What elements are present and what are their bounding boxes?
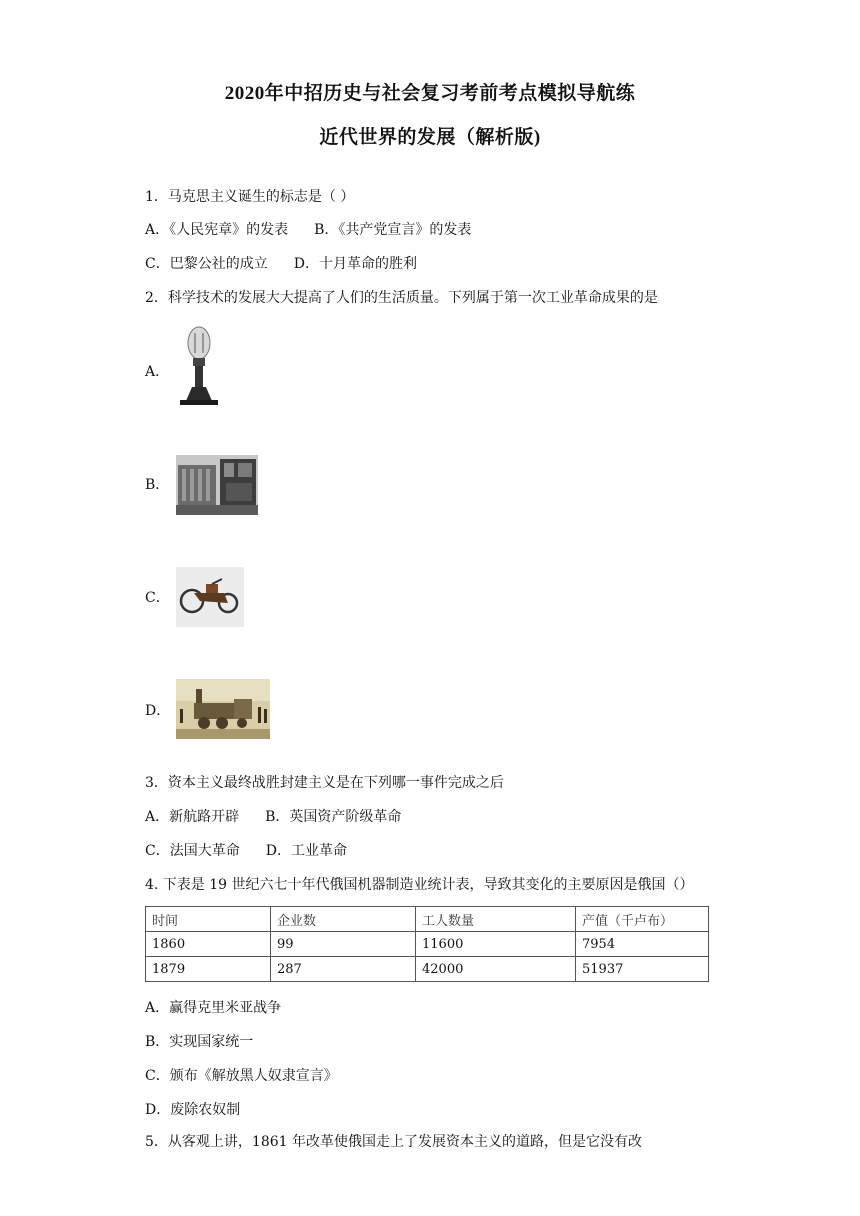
question-1-stem: 1．马克思主义诞生的标志是（ ） — [145, 189, 355, 205]
question-3-option-b[interactable]: B．英国资产阶级革命 — [265, 809, 402, 825]
question-3-option-c[interactable]: C．法国大革命 — [145, 843, 240, 859]
table-header-cell: 企业数 — [271, 907, 416, 932]
table-row — [146, 957, 709, 982]
early-automobile-image — [176, 567, 244, 627]
light-bulb-image — [176, 323, 222, 407]
question-4-option-c[interactable]: C．颁布《解放黑人奴隶宣言》 — [145, 1068, 338, 1084]
table-cell: 7954 — [576, 932, 709, 957]
question-4-stem: 4. 下表是 19 世纪六七十年代俄国机器制造业统计表，导致其变化的主要原因是俄国（） — [145, 877, 694, 893]
table-cell: 1879 — [146, 957, 271, 982]
generator-machine-image — [176, 455, 258, 515]
table-row — [146, 932, 709, 957]
question-3-stem: 3．资本主义最终战胜封建主义是在下列哪一事件完成之后 — [145, 775, 504, 791]
question-3-option-d[interactable]: D．工业革命 — [265, 843, 347, 859]
question-5-stem: 5．从客观上讲，1861 年改革使俄国走上了发展资本主义的道路，但是它没有改 — [145, 1134, 642, 1150]
question-2-option-b[interactable]: B． — [145, 477, 170, 493]
table-header-cell: 时间 — [146, 907, 271, 932]
table-cell: 1860 — [146, 932, 271, 957]
question-3-option-a[interactable]: A．新航路开辟 — [145, 809, 240, 825]
question-4-option-a[interactable]: A．赢得克里米亚战争 — [145, 1000, 282, 1016]
steam-locomotive-image — [176, 679, 270, 739]
question-4-option-d[interactable]: D．废除农奴制 — [145, 1102, 241, 1118]
question-2-option-c[interactable]: C． — [145, 590, 170, 606]
question-4-option-b[interactable]: B．实现国家统一 — [145, 1034, 254, 1050]
question-1-option-c[interactable]: C．巴黎公社的成立 — [145, 256, 268, 272]
table-cell: 42000 — [416, 957, 576, 982]
question-2-stem: 2．科学技术的发展大大提高了人们的生活质量。下列属于第一次工业革命成果的是 — [145, 290, 658, 306]
table-cell: 287 — [271, 957, 416, 982]
table-cell: 99 — [271, 932, 416, 957]
table-header-row — [146, 907, 709, 932]
document-title: 2020年中招历史与社会复习考前考点模拟导航练 — [224, 83, 636, 104]
question-2-option-a[interactable]: A． — [145, 364, 170, 380]
table-cell: 11600 — [416, 932, 576, 957]
question-1-options-row-1 — [145, 219, 471, 239]
question-3-options-row-1 — [145, 806, 401, 826]
document-subtitle: 近代世界的发展（解析版) — [319, 127, 541, 148]
table-header-cell: 工人数量 — [416, 907, 576, 932]
question-1-option-b[interactable]: B．《共产党宣言》的发表 — [314, 222, 472, 238]
question-1-option-a[interactable]: A．《人民宪章》的发表 — [145, 222, 289, 238]
question-1-options-row-2 — [145, 253, 417, 273]
question-3-options-row-2 — [145, 840, 347, 860]
statistics-table — [145, 906, 709, 982]
table-header-cell: 产值（千卢布） — [576, 907, 709, 932]
table-cell: 51937 — [576, 957, 709, 982]
question-2-option-d[interactable]: D． — [145, 703, 171, 719]
question-1-option-d[interactable]: D．十月革命的胜利 — [293, 256, 417, 272]
